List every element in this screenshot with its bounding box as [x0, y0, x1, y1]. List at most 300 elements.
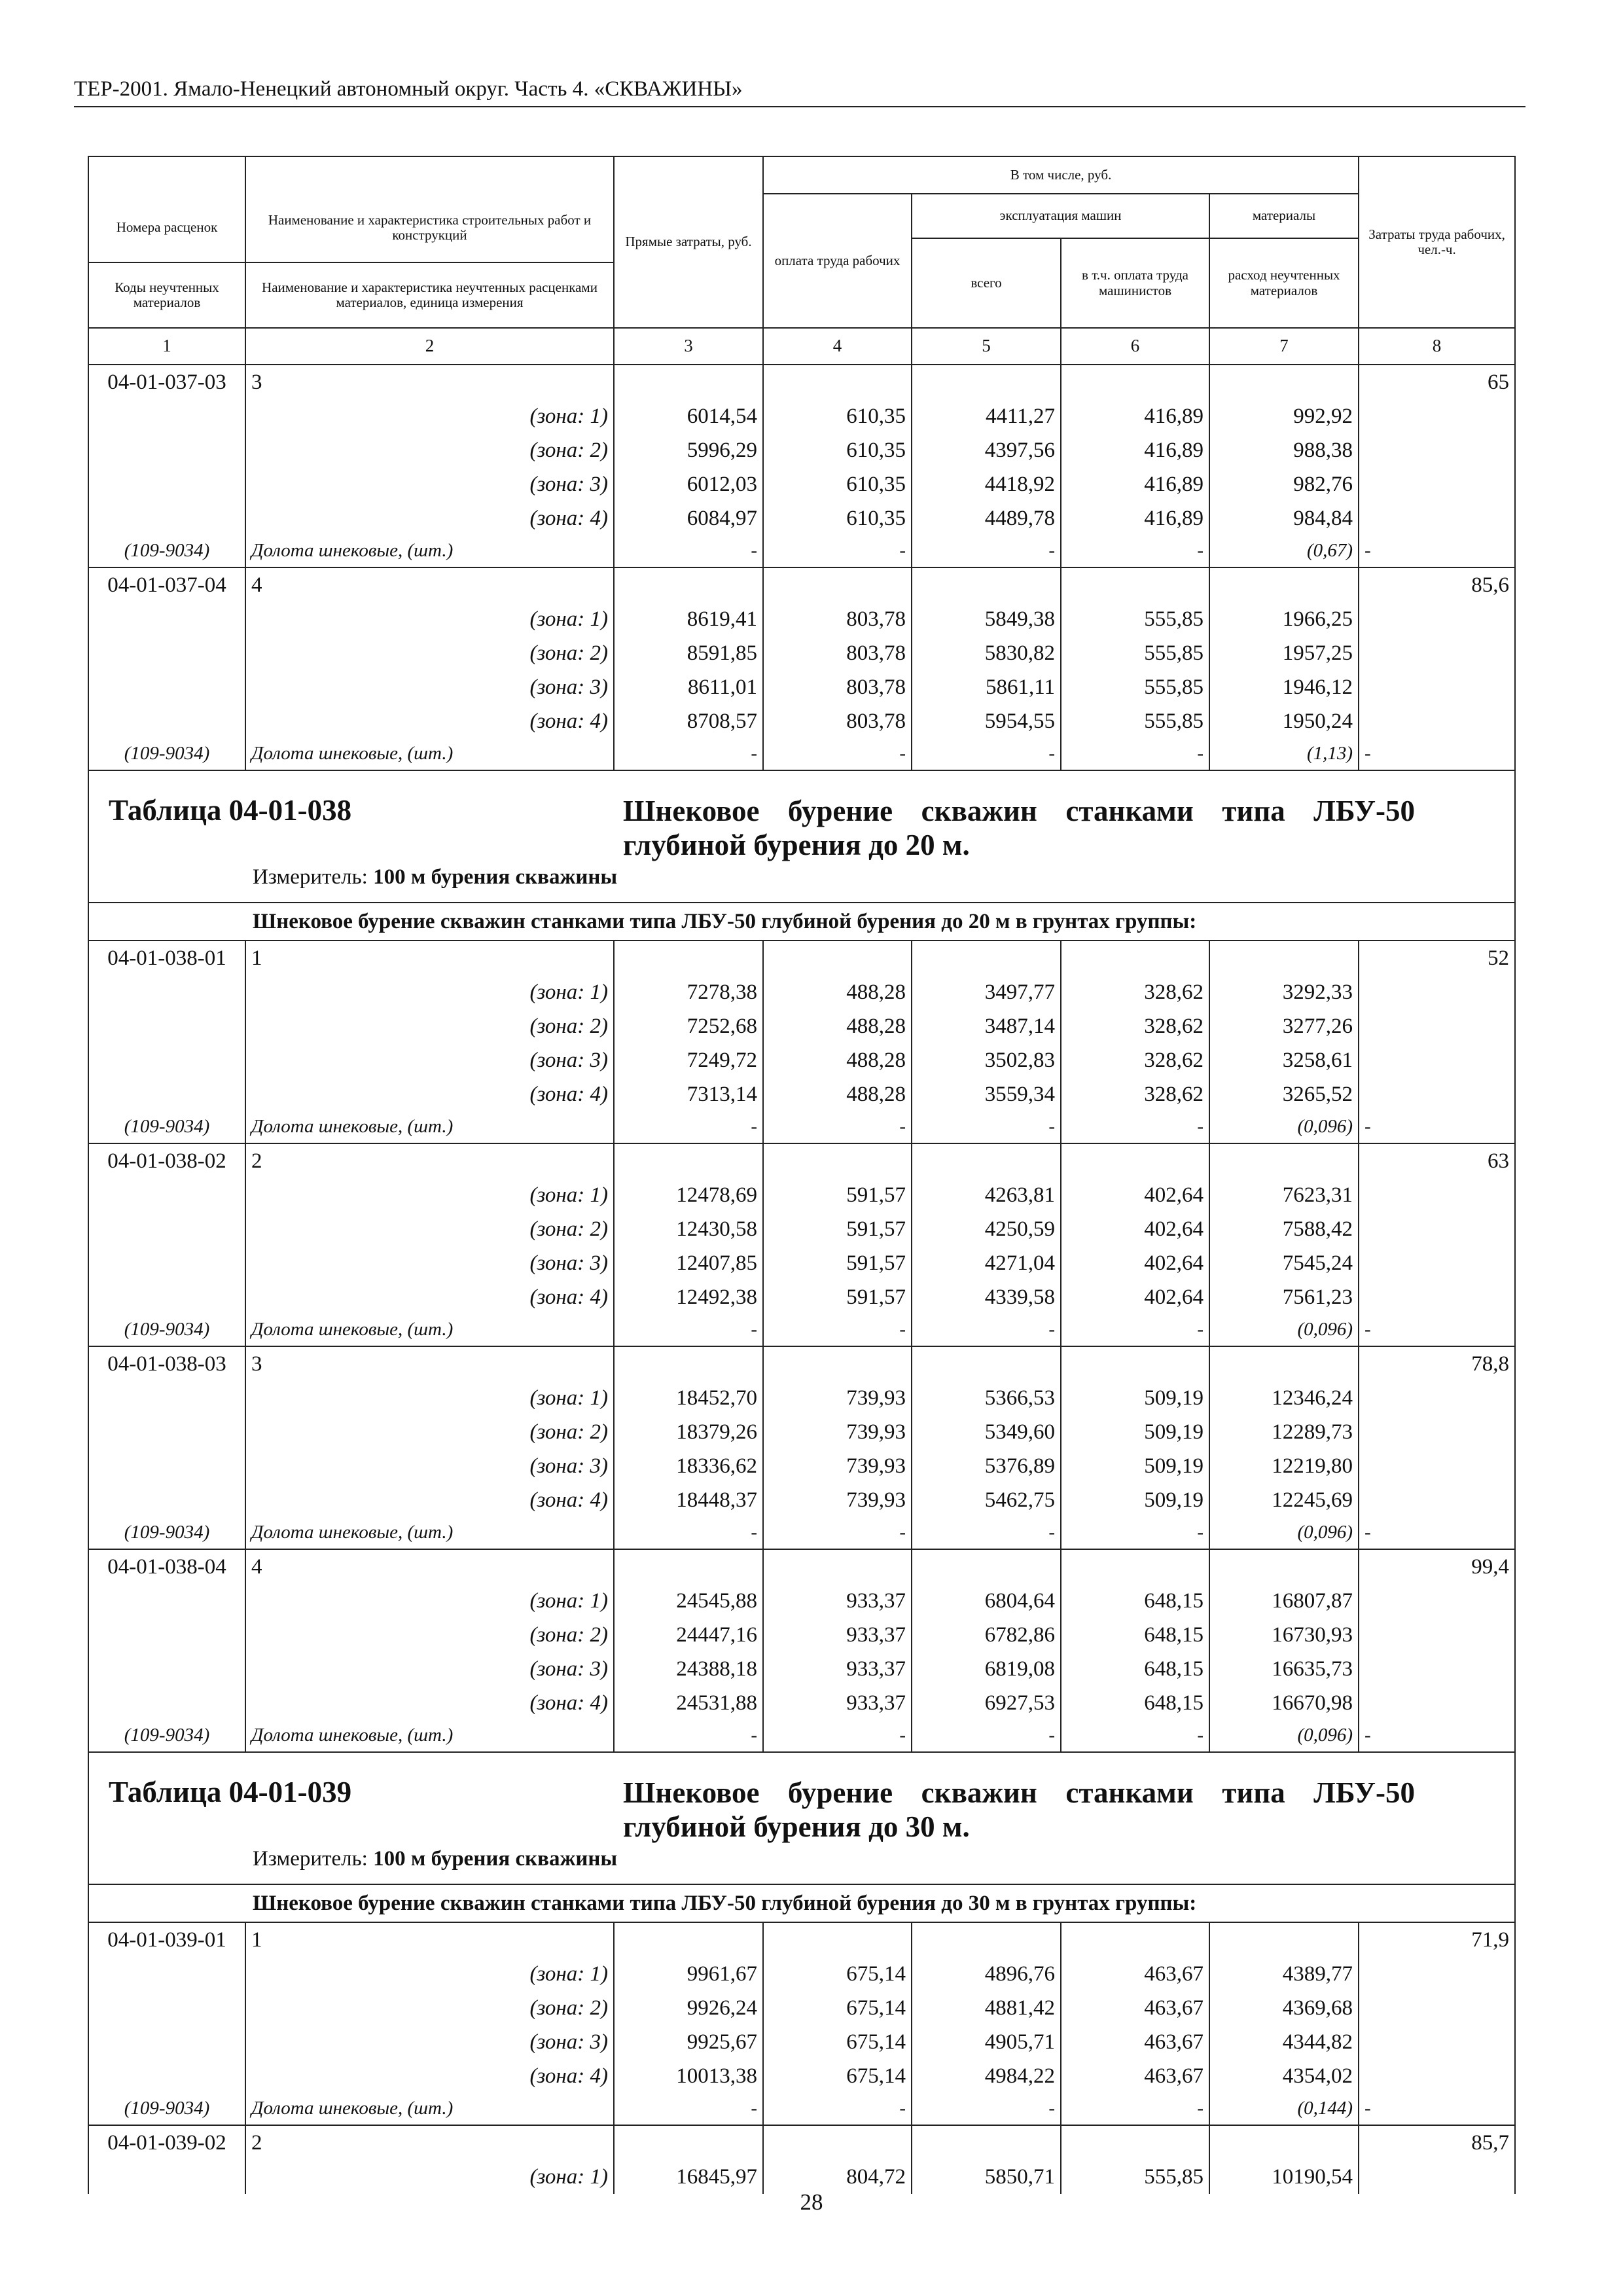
zone-label: (зона: 2): [245, 1991, 614, 2025]
labor-hours: 71,9: [1359, 1922, 1515, 1957]
driver-pay: 463,67: [1061, 1991, 1209, 2025]
soil-group: 1: [245, 1922, 614, 1957]
zone-row: [88, 433, 1515, 467]
table-meter: [253, 1847, 617, 1871]
direct-cost: 6084,97: [614, 501, 763, 535]
materials-cost: 988,38: [1209, 433, 1359, 467]
material-name: Долота шнековые, (шт.): [245, 1111, 614, 1143]
empty-cell: [1359, 1957, 1515, 1991]
zone-row: [88, 1178, 1515, 1212]
driver-pay: 416,89: [1061, 501, 1209, 535]
materials-cost: 3265,52: [1209, 1077, 1359, 1111]
rate-row: [88, 1346, 1515, 1381]
zone-row: [88, 1246, 1515, 1280]
empty-cell: [1359, 1618, 1515, 1652]
header-machines: эксплуатация машин: [912, 194, 1209, 238]
machines-total: 5366,53: [912, 1381, 1061, 1415]
direct-cost: 24388,18: [614, 1652, 763, 1686]
machines-total: 4411,27: [912, 399, 1061, 433]
machines-total: 4250,59: [912, 1212, 1061, 1246]
empty-cell: [1209, 2125, 1359, 2160]
direct-cost: 7249,72: [614, 1043, 763, 1077]
zone-label: (зона: 4): [245, 2059, 614, 2093]
materials-cost: 12245,69: [1209, 1483, 1359, 1517]
rate-code: 04-01-039-02: [88, 2125, 245, 2160]
labor-pay: 803,78: [763, 636, 912, 670]
empty-cell: [88, 975, 245, 1009]
zone-label: (зона: 4): [245, 1280, 614, 1314]
driver-pay: 416,89: [1061, 433, 1209, 467]
materials-cost: 3292,33: [1209, 975, 1359, 1009]
zone-label: (зона: 1): [245, 602, 614, 636]
table-subheader-row: [88, 1884, 1515, 1922]
machines-total: 5462,75: [912, 1483, 1061, 1517]
zone-row: [88, 1415, 1515, 1449]
material-name: Долота шнековые, (шт.): [245, 2093, 614, 2125]
driver-pay: 416,89: [1061, 399, 1209, 433]
machines-total: 5849,38: [912, 602, 1061, 636]
dash-cell: -: [614, 535, 763, 567]
machines-total: 3559,34: [912, 1077, 1061, 1111]
dash-cell: -: [1359, 1517, 1515, 1549]
direct-cost: 9925,67: [614, 2025, 763, 2059]
dash-cell: -: [1061, 1111, 1209, 1143]
table-title: Шнековое бурение скважин станками типа ЛБУ-50 глубиной бурения до 30 м.: [623, 1776, 1415, 1843]
zone-label: (зона: 1): [245, 1584, 614, 1618]
empty-cell: [1061, 941, 1209, 975]
zone-label: (зона: 1): [245, 975, 614, 1009]
zone-row: [88, 1280, 1515, 1314]
dash-cell: -: [1061, 535, 1209, 567]
empty-cell: [1209, 567, 1359, 602]
zone-row: [88, 1483, 1515, 1517]
labor-pay: 488,28: [763, 1009, 912, 1043]
running-header: ТЕР-2001. Ямало-Ненецкий автономный округ. Часть 4. «СКВАЖИНЫ»: [74, 77, 743, 101]
material-name: Долота шнековые, (шт.): [245, 1720, 614, 1752]
materials-cost: 16807,87: [1209, 1584, 1359, 1618]
labor-hours: 63: [1359, 1143, 1515, 1178]
table-subheader: Шнековое бурение скважин станками типа ЛБУ-50 глубиной бурения до 30 м в грунтах группы:: [88, 1884, 1515, 1922]
zone-row: [88, 501, 1515, 535]
empty-cell: [1061, 567, 1209, 602]
direct-cost: 16845,97: [614, 2160, 763, 2194]
direct-cost: 24531,88: [614, 1686, 763, 1720]
table-label: Таблица 04-01-038: [109, 794, 352, 827]
col-number: 5: [912, 328, 1061, 365]
materials-cost: 7561,23: [1209, 1280, 1359, 1314]
material-name: Долота шнековые, (шт.): [245, 535, 614, 567]
meter-label: Измеритель:: [253, 865, 368, 889]
empty-cell: [1359, 1280, 1515, 1314]
empty-cell: [88, 2025, 245, 2059]
rate-code: 04-01-038-03: [88, 1346, 245, 1381]
empty-cell: [614, 941, 763, 975]
direct-cost: 7278,38: [614, 975, 763, 1009]
empty-cell: [88, 1449, 245, 1483]
page-number: 28: [800, 2189, 823, 2215]
machines-total: 5830,82: [912, 636, 1061, 670]
empty-cell: [88, 1415, 245, 1449]
empty-cell: [88, 1483, 245, 1517]
empty-cell: [1061, 1143, 1209, 1178]
labor-pay: 803,78: [763, 704, 912, 738]
empty-cell: [614, 567, 763, 602]
table-title-row: [88, 1752, 1515, 1884]
header-incl: В том числе, руб.: [763, 156, 1359, 194]
zone-row: [88, 1584, 1515, 1618]
machines-total: 3502,83: [912, 1043, 1061, 1077]
zone-label: (зона: 2): [245, 1618, 614, 1652]
header-direct: Прямые затраты, руб.: [614, 156, 763, 328]
empty-cell: [1359, 1009, 1515, 1043]
empty-cell: [912, 1346, 1061, 1381]
empty-cell: [1359, 501, 1515, 535]
soil-group: 4: [245, 1549, 614, 1584]
empty-cell: [1359, 2025, 1515, 2059]
empty-cell: [88, 1618, 245, 1652]
direct-cost: 8591,85: [614, 636, 763, 670]
empty-cell: [1061, 365, 1209, 399]
material-name: Долота шнековые, (шт.): [245, 1517, 614, 1549]
header-driver-pay: в т.ч. оплата труда машинистов: [1061, 238, 1209, 328]
labor-pay: 488,28: [763, 975, 912, 1009]
empty-cell: [614, 1143, 763, 1178]
dash-cell: -: [912, 1314, 1061, 1346]
labor-pay: 488,28: [763, 1077, 912, 1111]
driver-pay: 402,64: [1061, 1280, 1209, 1314]
machines-total: 4881,42: [912, 1991, 1061, 2025]
dash-cell: -: [1061, 738, 1209, 770]
empty-cell: [912, 2125, 1061, 2160]
empty-cell: [1359, 2059, 1515, 2093]
machines-total: 3487,14: [912, 1009, 1061, 1043]
empty-cell: [1359, 704, 1515, 738]
rate-row: [88, 1549, 1515, 1584]
empty-cell: [763, 567, 912, 602]
dash-cell: -: [1061, 1517, 1209, 1549]
machines-total: 3497,77: [912, 975, 1061, 1009]
empty-cell: [1359, 670, 1515, 704]
soil-group: 2: [245, 2125, 614, 2160]
empty-cell: [88, 1212, 245, 1246]
materials-cost: 7545,24: [1209, 1246, 1359, 1280]
labor-pay: 675,14: [763, 2059, 912, 2093]
soil-group: 2: [245, 1143, 614, 1178]
labor-pay: 591,57: [763, 1178, 912, 1212]
soil-group: 1: [245, 941, 614, 975]
table-title: Шнековое бурение скважин станками типа ЛБУ-50 глубиной бурения до 20 м.: [623, 795, 1415, 861]
empty-cell: [614, 2125, 763, 2160]
zone-label: (зона: 3): [245, 1246, 614, 1280]
material-quantity: (1,13): [1209, 738, 1359, 770]
zone-row: [88, 467, 1515, 501]
empty-cell: [1209, 365, 1359, 399]
dash-cell: -: [1359, 738, 1515, 770]
materials-cost: 12346,24: [1209, 1381, 1359, 1415]
zone-label: (зона: 3): [245, 670, 614, 704]
table-subheader: Шнековое бурение скважин станками типа ЛБУ-50 глубиной бурения до 20 м в грунтах группы:: [88, 903, 1515, 941]
direct-cost: 24545,88: [614, 1584, 763, 1618]
machines-total: 6804,64: [912, 1584, 1061, 1618]
empty-cell: [614, 1346, 763, 1381]
machines-total: 6927,53: [912, 1686, 1061, 1720]
material-quantity: (0,67): [1209, 535, 1359, 567]
labor-pay: 488,28: [763, 1043, 912, 1077]
labor-pay: 675,14: [763, 2025, 912, 2059]
driver-pay: 648,15: [1061, 1652, 1209, 1686]
empty-cell: [88, 399, 245, 433]
rate-row: [88, 2125, 1515, 2160]
machines-total: 5954,55: [912, 704, 1061, 738]
materials-cost: 12219,80: [1209, 1449, 1359, 1483]
meter-label: Измеритель:: [253, 1847, 368, 1871]
empty-cell: [1359, 1686, 1515, 1720]
materials-cost: 10190,54: [1209, 2160, 1359, 2194]
machines-total: 5850,71: [912, 2160, 1061, 2194]
empty-cell: [614, 1549, 763, 1584]
zone-label: (зона: 3): [245, 1043, 614, 1077]
dash-cell: -: [614, 1517, 763, 1549]
col-number: 4: [763, 328, 912, 365]
material-code: (109-9034): [88, 738, 245, 770]
direct-cost: 6014,54: [614, 399, 763, 433]
table-label: Таблица 04-01-039: [109, 1776, 352, 1808]
direct-cost: 8708,57: [614, 704, 763, 738]
dash-cell: -: [1359, 1111, 1515, 1143]
driver-pay: 463,67: [1061, 2025, 1209, 2059]
rate-code: 04-01-037-03: [88, 365, 245, 399]
empty-cell: [912, 1143, 1061, 1178]
direct-cost: 12430,58: [614, 1212, 763, 1246]
machines-total: 4397,56: [912, 433, 1061, 467]
zone-row: [88, 1686, 1515, 1720]
machines-total: 4271,04: [912, 1246, 1061, 1280]
machines-total: 4984,22: [912, 2059, 1061, 2093]
direct-cost: 18336,62: [614, 1449, 763, 1483]
col-number: 7: [1209, 328, 1359, 365]
dash-cell: -: [912, 1517, 1061, 1549]
table-title-block: [88, 1752, 1515, 1884]
col-number: 8: [1359, 328, 1515, 365]
soil-group: 3: [245, 365, 614, 399]
zone-label: (зона: 3): [245, 467, 614, 501]
direct-cost: 5996,29: [614, 433, 763, 467]
zone-label: (зона: 1): [245, 2160, 614, 2194]
driver-pay: 648,15: [1061, 1618, 1209, 1652]
empty-cell: [912, 1922, 1061, 1957]
meter-value: 100 м бурения скважины: [373, 865, 618, 889]
empty-cell: [88, 602, 245, 636]
machines-total: 4263,81: [912, 1178, 1061, 1212]
col-number: 1: [88, 328, 245, 365]
empty-cell: [88, 2059, 245, 2093]
machines-total: 5376,89: [912, 1449, 1061, 1483]
rate-row: [88, 567, 1515, 602]
zone-row: [88, 1957, 1515, 1991]
direct-cost: 18379,26: [614, 1415, 763, 1449]
direct-cost: 8611,01: [614, 670, 763, 704]
labor-pay: 591,57: [763, 1280, 912, 1314]
empty-cell: [1209, 1922, 1359, 1957]
direct-cost: 7252,68: [614, 1009, 763, 1043]
dash-cell: -: [763, 2093, 912, 2125]
dash-cell: -: [1061, 2093, 1209, 2125]
labor-pay: 739,93: [763, 1381, 912, 1415]
labor-pay: 933,37: [763, 1686, 912, 1720]
direct-cost: 18448,37: [614, 1483, 763, 1517]
empty-cell: [1359, 1991, 1515, 2025]
material-row: [88, 1517, 1515, 1549]
materials-cost: 4389,77: [1209, 1957, 1359, 1991]
direct-cost: 10013,38: [614, 2059, 763, 2093]
zone-row: [88, 1381, 1515, 1415]
empty-cell: [912, 365, 1061, 399]
material-code: (109-9034): [88, 1720, 245, 1752]
labor-pay: 591,57: [763, 1246, 912, 1280]
materials-cost: 7623,31: [1209, 1178, 1359, 1212]
dash-cell: -: [763, 1720, 912, 1752]
machines-total: 4905,71: [912, 2025, 1061, 2059]
driver-pay: 648,15: [1061, 1686, 1209, 1720]
zone-label: (зона: 1): [245, 1381, 614, 1415]
rate-code: 04-01-038-02: [88, 1143, 245, 1178]
table-title-box: [89, 771, 1514, 902]
labor-pay: 933,37: [763, 1618, 912, 1652]
driver-pay: 328,62: [1061, 975, 1209, 1009]
labor-pay: 803,78: [763, 670, 912, 704]
empty-cell: [1359, 1043, 1515, 1077]
direct-cost: 12492,38: [614, 1280, 763, 1314]
labor-pay: 675,14: [763, 1957, 912, 1991]
machines-total: 4489,78: [912, 501, 1061, 535]
zone-row: [88, 1991, 1515, 2025]
materials-cost: 16635,73: [1209, 1652, 1359, 1686]
direct-cost: 12407,85: [614, 1246, 763, 1280]
empty-cell: [1359, 1652, 1515, 1686]
materials-cost: 992,92: [1209, 399, 1359, 433]
direct-cost: 12478,69: [614, 1178, 763, 1212]
rate-row: [88, 941, 1515, 975]
empty-cell: [1359, 975, 1515, 1009]
material-row: [88, 738, 1515, 770]
header-rate-numbers: Номера расценок: [88, 194, 245, 262]
material-quantity: (0,144): [1209, 2093, 1359, 2125]
materials-cost: 1946,12: [1209, 670, 1359, 704]
empty-cell: [763, 1549, 912, 1584]
empty-cell: [88, 1686, 245, 1720]
material-row: [88, 1314, 1515, 1346]
direct-cost: 18452,70: [614, 1381, 763, 1415]
empty-cell: [88, 1957, 245, 1991]
driver-pay: 555,85: [1061, 602, 1209, 636]
driver-pay: 648,15: [1061, 1584, 1209, 1618]
materials-cost: 4344,82: [1209, 2025, 1359, 2059]
empty-cell: [1209, 1143, 1359, 1178]
dash-cell: -: [614, 1720, 763, 1752]
header-material-codes: Коды неучтенных материалов: [88, 262, 245, 328]
empty-cell: [614, 1922, 763, 1957]
zone-label: (зона: 2): [245, 1009, 614, 1043]
materials-cost: 7588,42: [1209, 1212, 1359, 1246]
labor-pay: 933,37: [763, 1652, 912, 1686]
direct-cost: 24447,16: [614, 1618, 763, 1652]
materials-cost: 984,84: [1209, 501, 1359, 535]
empty-cell: [88, 501, 245, 535]
empty-cell: [88, 1991, 245, 2025]
soil-group: 3: [245, 1346, 614, 1381]
dash-cell: -: [1061, 1720, 1209, 1752]
labor-pay: 804,72: [763, 2160, 912, 2194]
zone-row: [88, 1043, 1515, 1077]
empty-cell: [88, 1280, 245, 1314]
zone-row: [88, 1077, 1515, 1111]
table-title-row: [88, 770, 1515, 903]
rate-row: [88, 365, 1515, 399]
empty-cell: [763, 941, 912, 975]
material-row: [88, 2093, 1515, 2125]
dash-cell: -: [614, 738, 763, 770]
zone-row: [88, 2025, 1515, 2059]
empty-cell: [763, 1346, 912, 1381]
col-number: 6: [1061, 328, 1209, 365]
material-code: (109-9034): [88, 1111, 245, 1143]
empty-cell: [1359, 1212, 1515, 1246]
empty-cell: [912, 1549, 1061, 1584]
dash-cell: -: [1359, 1314, 1515, 1346]
zone-label: (зона: 4): [245, 1077, 614, 1111]
empty-cell: [1359, 1584, 1515, 1618]
direct-cost: 9926,24: [614, 1991, 763, 2025]
rate-code: 04-01-037-04: [88, 567, 245, 602]
dash-cell: -: [763, 1314, 912, 1346]
header-machines-total: всего: [912, 238, 1061, 328]
empty-cell: [763, 2125, 912, 2160]
header-rule: [74, 106, 1525, 107]
empty-cell: [88, 1381, 245, 1415]
empty-cell: [1359, 1246, 1515, 1280]
material-quantity: (0,096): [1209, 1314, 1359, 1346]
rate-code: 04-01-039-01: [88, 1922, 245, 1957]
zone-label: (зона: 4): [245, 704, 614, 738]
direct-cost: 7313,14: [614, 1077, 763, 1111]
driver-pay: 463,67: [1061, 2059, 1209, 2093]
driver-pay: 402,64: [1061, 1246, 1209, 1280]
driver-pay: 402,64: [1061, 1178, 1209, 1212]
table-meter: [253, 865, 617, 889]
dash-cell: -: [614, 1111, 763, 1143]
zone-row: [88, 636, 1515, 670]
empty-cell: [88, 1246, 245, 1280]
zone-label: (зона: 4): [245, 501, 614, 535]
machines-total: 6819,08: [912, 1652, 1061, 1686]
zone-label: (зона: 1): [245, 399, 614, 433]
driver-pay: 555,85: [1061, 636, 1209, 670]
empty-cell: [912, 567, 1061, 602]
materials-cost: 1957,25: [1209, 636, 1359, 670]
machines-total: 5349,60: [912, 1415, 1061, 1449]
zone-label: (зона: 2): [245, 1415, 614, 1449]
header-work-name: Наименование и характеристика строительных работ и конструкций: [245, 194, 614, 262]
dash-cell: -: [1359, 535, 1515, 567]
driver-pay: 509,19: [1061, 1449, 1209, 1483]
material-row: [88, 1720, 1515, 1752]
driver-pay: 463,67: [1061, 1957, 1209, 1991]
zone-row: [88, 399, 1515, 433]
dash-cell: -: [912, 738, 1061, 770]
machines-total: 4418,92: [912, 467, 1061, 501]
machines-total: 4339,58: [912, 1280, 1061, 1314]
zone-label: (зона: 1): [245, 1957, 614, 1991]
